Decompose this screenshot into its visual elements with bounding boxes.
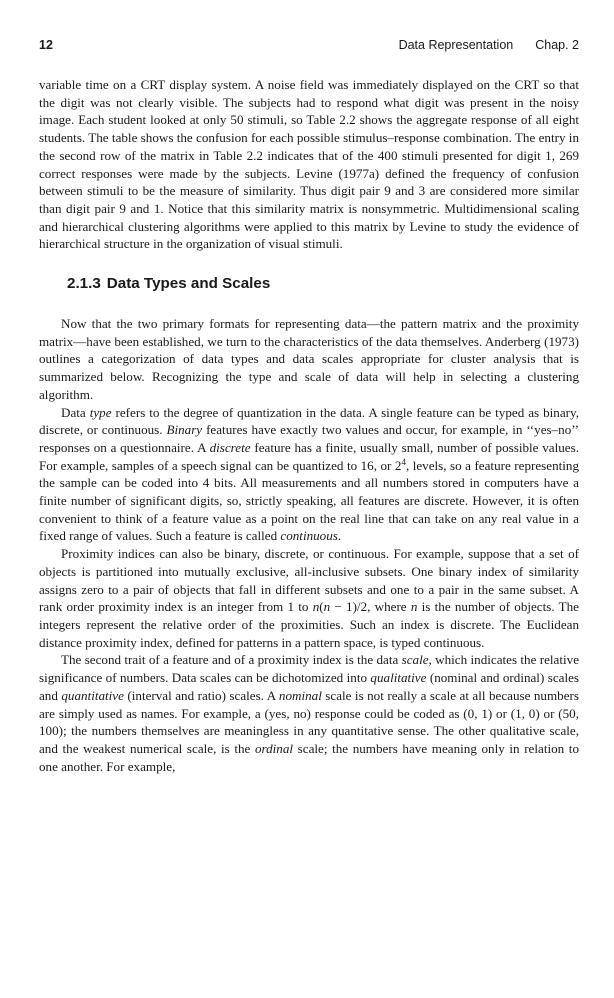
term-discrete: discrete [209, 439, 251, 455]
section-heading [67, 275, 579, 293]
section-title: Data Types and Scales [106, 275, 271, 293]
term-continuous: continuous [280, 528, 338, 544]
page-number: 12 [39, 38, 53, 52]
paragraph-proximity-indices: Proximity indices can also be binary, discrete, or continuous. For example, suppose that a set of objects is partitioned into mutually exclusive, all-inclusive subsets. One binary index of similarity assigns zero to a pair of objects that fall in different subsets and one to a pair in the same subset. A rank order proximity index is an integer from 1 to n(n − 1)/2, where n is the number of objects. The integers represent the relative order of the proximities. Such an index is discrete. The Euclidean distance proximity index, defined for patterns in a pattern space, is typed continuous. [39, 546, 579, 650]
body-text [39, 76, 579, 775]
superscript-exponent: 4 [401, 456, 406, 467]
term-binary: Binary [166, 422, 203, 438]
term-quantitative: quantitative [61, 687, 124, 703]
chapter-label: Chap. 2 [535, 38, 579, 52]
term-scale: scale [401, 652, 429, 668]
header-right [399, 38, 579, 52]
paragraph-data-type: Data type refers to the degree of quantization in the data. A single feature can be typed as binary, discrete, or continuous. Binary features have exactly two values and occur, for example, in ‘‘yes–no’’ responses on a questionnaire. A discrete feature has a finite, usually small, number of possible values. For example, samples of a speech signal can be quantized to 16, or $2^4$, levels, so a feature representing the sample can be coded into 4 bits. All measurements and all numbers stored in computers have a finite number of significant digits, so, strictly speaking, all features are discrete. However, it is often convenient to think of a feature value as a point on the real line that can take on any real value in a fixed range of values. Such a feature is called continuous. [39, 404, 579, 544]
term-ordinal: ordinal [254, 740, 294, 756]
term-nominal: nominal [278, 687, 322, 703]
running-header [39, 38, 579, 58]
term-type: type [89, 404, 112, 420]
term-qualitative: qualitative [370, 670, 427, 686]
book-page [39, 38, 579, 775]
section-number: 2.1.3 [67, 275, 101, 293]
paragraph-continued: variable time on a CRT display system. A noise field was immediately displayed on the CRT so that the digit was not clearly visible. The subjects had to respond what digit was present in the noisy image. Each student looked at only 50 stimuli, so Table 2.2 shows the aggregate response of all eight students. The table shows the confusion for each possible stimulus–response combination. The entry in the second row of the matrix in Table 2.2 indicates that of the 400 stimuli presented for digit 1, 269 correct responses were made by the subjects. Levine (1977a) defined the frequency of confusion between stimuli to be the measure of similarity. Thus digit pair 9 and 3 are considered more similar than digit pair 9 and 1. Notice that this similarity matrix is nonsymmetric. Multidimensional scaling and hierarchical clustering algorithms were applied to this matrix by Levine to study the evidence of hierarchical structure in the organization of visual stimuli. [39, 77, 579, 252]
paragraph-formats: Now that the two primary formats for representing data—the pattern matrix and the proximity matrix—have been established, we turn to the characteristics of the data themselves. Anderberg (1973) outlines a categorization of data types and data scales appropriate for cluster analysis that is summarized below. Recognizing the type and scale of data will help in selecting a clustering algorithm. [39, 316, 579, 402]
chapter-section-title: Data Representation [398, 38, 514, 52]
paragraph-data-scale: The second trait of a feature and of a proximity index is the data scale, which indicates the relative significance of numbers. Data scales can be dichotomized into qualitative (nominal and ordinal) scales and quantitative (interval and ratio) scales. A nominal scale is not really a scale at all because numbers are simply used as names. For example, a (yes, no) response could be coded as (0, 1) or (1, 0) or (50, 100); the numbers themselves are meaningless in any quantitative sense. The other qualitative scale, and the weakest numerical scale, is the ordinal scale; the numbers have meaning only in relation to one another. For example, [39, 652, 580, 774]
